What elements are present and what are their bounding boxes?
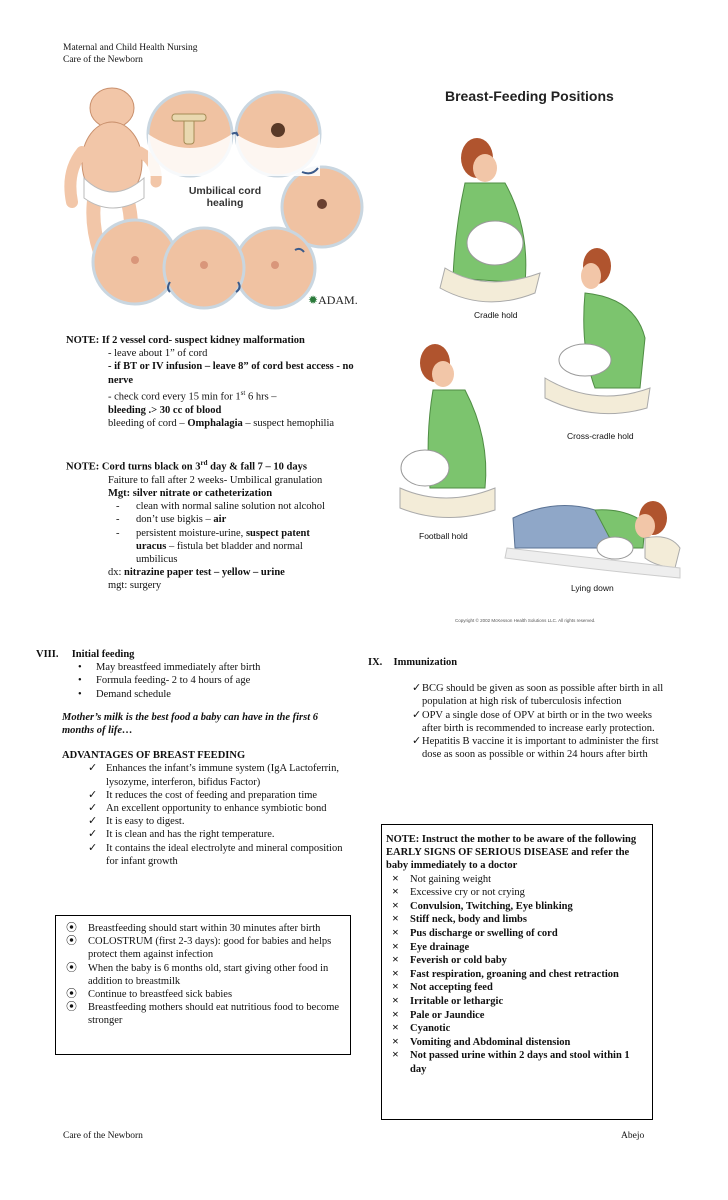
breastfeeding-figure-title: Breast-Feeding Positions xyxy=(445,88,614,104)
advantages-list xyxy=(84,762,346,868)
note1-line3-post: 6 hrs – xyxy=(245,391,277,403)
note2-mgt: Mgt: silver nitrate or catheterization xyxy=(108,487,273,499)
early-signs-list xyxy=(382,873,646,1077)
footer-left: Care of the Newborn xyxy=(63,1131,143,1141)
note1-line1: - leave about 1” of cord xyxy=(108,348,208,360)
section9-number: IX. xyxy=(368,657,383,668)
breastfeeding-positions-figure xyxy=(395,78,685,634)
header-line1: Maternal and Child Health Nursing xyxy=(63,43,198,53)
umbilical-figure-title xyxy=(160,185,290,209)
list-item: × Irritable or lethargic xyxy=(382,995,646,1009)
section9-heading xyxy=(368,656,688,669)
early-signs-note: NOTE: Instruct the mother to be aware of the following EARLY SIGNS OF SERIOUS DISEASE and refer the baby immediately to a doctor xyxy=(386,834,637,872)
list-item: ⦿ Continue to breastfeed sick babies xyxy=(64,988,342,1001)
adam-logo-mark: ✹ xyxy=(308,293,319,307)
cradle-hold-drawing xyxy=(440,138,540,302)
note1-line3 xyxy=(108,387,356,404)
list-item: × Pale or Jaundice xyxy=(382,1009,646,1023)
list-item: × Eye drainage xyxy=(382,941,646,955)
note2-label xyxy=(66,457,356,474)
mothers-milk-quote: Mother’s milk is the best food a baby can have in the first 6 months of life… xyxy=(62,711,318,737)
section-initial-feeding xyxy=(36,648,356,868)
list-item: × Feverish or cold baby xyxy=(382,954,646,968)
note2-dx-strong: nitrazine paper test – yellow – urine xyxy=(124,567,285,579)
list-item: × Excessive cry or not crying xyxy=(382,886,646,900)
cradle-hold-label: Cradle hold xyxy=(474,310,518,320)
list-item: × Cyanotic xyxy=(382,1022,646,1036)
note-vessel-cord xyxy=(66,334,356,430)
list-item: × Stiff neck, body and limbs xyxy=(382,913,646,927)
footer-right: Abejo xyxy=(621,1131,645,1141)
list-item: ✓ It contains the ideal electrolyte and mineral composition for infant growth xyxy=(84,842,346,868)
note2-dash1-pre: clean with normal saline solution not alcohol xyxy=(136,501,325,513)
note2-dash-list xyxy=(108,500,338,566)
umbilical-title-line2: healing xyxy=(206,197,244,209)
list-item: • Formula feeding- 2 to 4 hours of age xyxy=(74,674,356,687)
breastfeeding-tips-list xyxy=(64,922,342,1028)
note2-dash3-strong: suspect patent uracus xyxy=(136,527,310,552)
list-item xyxy=(108,513,338,526)
section8-heading xyxy=(36,648,356,661)
list-item: × Fast respiration, groaning and chest retraction xyxy=(382,968,646,982)
note1-line3-sup: st xyxy=(240,388,246,397)
list-item: ✓ It is easy to digest. xyxy=(84,815,346,828)
initial-feeding-list xyxy=(74,661,356,701)
note2-dash3-pre: persistent moisture-urine, xyxy=(136,527,246,539)
list-item: × Convulsion, Twitching, Eye blinking xyxy=(382,900,646,914)
section8-number: VIII. xyxy=(36,649,59,660)
list-item: × Not passed urine within 2 days and stool within 1 day xyxy=(382,1049,646,1076)
advantages-title: ADVANTAGES OF BREAST FEEDING xyxy=(62,750,246,762)
list-item: ✓ OPV a single dose of OPV at birth or in the two weeks after birth is recommended to increase early protection. xyxy=(408,709,668,735)
note2-dash3-post: – fistula bet bladder and normal umbilicus xyxy=(136,540,303,565)
note1-line5-post: – suspect hemophilia xyxy=(242,417,335,429)
list-item: ⦿ When the baby is 6 months old, start giving other food in addition to breastmilk xyxy=(64,962,342,988)
section-immunization xyxy=(368,656,688,761)
list-item: ⦿ Breastfeeding should start within 30 minutes after birth xyxy=(64,922,342,935)
football-hold-label: Football hold xyxy=(419,531,468,541)
list-item: • Demand schedule xyxy=(74,688,356,701)
breastfeeding-illustration xyxy=(395,78,685,634)
note2-line1: Faiture to fall after 2 weeks- Umbilical granulation xyxy=(108,474,323,486)
immunization-list xyxy=(408,682,668,761)
note2-dx-pre: dx: xyxy=(108,567,125,579)
lying-down-drawing xyxy=(505,501,680,578)
list-item: × Vomiting and Abdominal distension xyxy=(382,1036,646,1050)
list-item xyxy=(108,500,338,513)
note2-label-pre: NOTE: Cord turns black on 3 xyxy=(66,461,201,473)
note-cord-black xyxy=(66,457,356,593)
header xyxy=(63,42,198,66)
list-item: ⦿ COLOSTRUM (first 2-3 days): good for babies and helps protect them against infection xyxy=(64,935,342,961)
umbilical-title-line1: Umbilical cord xyxy=(188,185,262,197)
note1-line5 xyxy=(108,417,356,430)
cross-cradle-hold-label: Cross-cradle hold xyxy=(567,431,634,441)
list-item: × Not accepting feed xyxy=(382,981,646,995)
list-item: • May breastfeed immediately after birth xyxy=(74,661,356,674)
note2-mgt2: mgt: surgery xyxy=(108,580,162,592)
adam-logo-text: ADAM. xyxy=(318,293,358,307)
list-item: ⦿ Breastfeeding mothers should eat nutritious food to become stronger xyxy=(64,1001,342,1027)
lying-down-label: Lying down xyxy=(571,583,614,593)
list-item: × Pus discharge or swelling of cord xyxy=(382,927,646,941)
list-item: ✓ It reduces the cost of feeding and preparation time xyxy=(84,789,346,802)
note2-label-sup: rd xyxy=(200,459,208,467)
list-item xyxy=(108,527,338,567)
note1-line4: bleeding .> 30 cc of blood xyxy=(108,404,222,416)
note1-line2: - if BT or IV infusion – leave 8” of cord best access - no nerve xyxy=(108,361,354,386)
note2-label-post: day & fall 7 – 10 days xyxy=(207,461,307,473)
note1-line3-pre: - check cord every 15 min for 1 xyxy=(108,391,241,403)
note2-dash2-pre: don’t use bigkis – xyxy=(136,514,214,526)
umbilical-cord-figure xyxy=(60,82,370,314)
adam-logo xyxy=(308,293,358,308)
note2-dash2-strong: air xyxy=(213,514,227,526)
note1-label: NOTE: If 2 vessel cord- suspect kidney malformation xyxy=(66,335,305,346)
section8-title: Initial feeding xyxy=(71,649,135,660)
breastfeeding-tips-box xyxy=(55,915,351,1055)
list-item: ✓ BCG should be given as soon as possible after birth in all population at high risk of tuberculosis infection xyxy=(408,682,668,708)
early-signs-box xyxy=(381,824,653,1120)
cross-cradle-hold-drawing xyxy=(545,248,650,414)
section9-title: Immunization xyxy=(393,657,458,668)
note2-dx xyxy=(108,566,356,579)
list-item: × Not gaining weight xyxy=(382,873,646,887)
header-line2: Care of the Newborn xyxy=(63,55,143,65)
list-item: ✓ An excellent opportunity to enhance symbiotic bond xyxy=(84,802,346,815)
list-item: ✓ Enhances the infant’s immune system (IgA Lactoferrin, lysozyme, interferon, bifidus Factor) xyxy=(84,762,346,788)
list-item: ✓ It is clean and has the right temperature. xyxy=(84,828,346,841)
football-hold-drawing xyxy=(400,344,495,518)
note1-line5-pre: bleeding of cord – xyxy=(108,417,188,429)
figure-copyright: Copyright © 2002 McKesson Health Solutions LLC. All rights reserved. xyxy=(455,618,596,623)
list-item: ✓ Hepatitis B vaccine it is important to administer the first dose as soon as possible or within 24 hours after birth xyxy=(408,735,668,761)
note1-line5-strong: Omphalagia xyxy=(187,417,243,429)
